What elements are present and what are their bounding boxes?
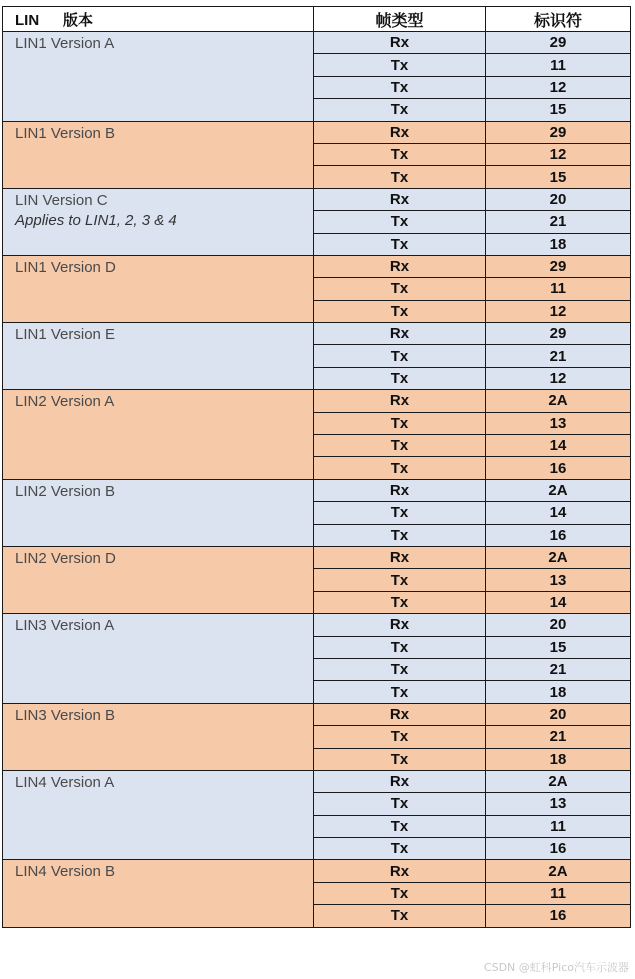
table-row: [3, 32, 631, 54]
version-cell: [3, 188, 314, 255]
identifier-cell: 14: [486, 591, 631, 613]
frame-type-cell: Rx: [314, 546, 486, 568]
table-row: [3, 770, 631, 792]
frame-type-cell: Rx: [314, 479, 486, 501]
frame-type-cell: Tx: [314, 143, 486, 165]
frame-type-cell: Tx: [314, 882, 486, 904]
frame-type-cell: Tx: [314, 435, 486, 457]
identifier-cell: 13: [486, 793, 631, 815]
frame-type-cell: Tx: [314, 211, 486, 233]
identifier-cell: 11: [486, 882, 631, 904]
frame-type-cell: Rx: [314, 32, 486, 54]
frame-type-cell: Tx: [314, 166, 486, 188]
identifier-cell: 2A: [486, 860, 631, 882]
version-cell: [3, 32, 314, 122]
frame-type-cell: Tx: [314, 54, 486, 76]
identifier-cell: 13: [486, 569, 631, 591]
frame-type-cell: Rx: [314, 323, 486, 345]
frame-type-cell: Rx: [314, 860, 486, 882]
frame-type-cell: Rx: [314, 703, 486, 725]
table-row: [3, 323, 631, 345]
frame-type-cell: Tx: [314, 99, 486, 121]
version-note: Applies to LIN1, 2, 3 & 4: [15, 211, 177, 229]
identifier-cell: 2A: [486, 546, 631, 568]
version-name: LIN1 Version A: [15, 35, 115, 52]
identifier-cell: 16: [486, 457, 631, 479]
identifier-cell: 12: [486, 300, 631, 322]
identifier-cell: 21: [486, 658, 631, 680]
version-name: LIN1 Version D: [15, 258, 116, 276]
identifier-cell: 21: [486, 211, 631, 233]
header-lin: LIN: [15, 11, 40, 29]
identifier-cell: 18: [486, 748, 631, 770]
frame-type-cell: Tx: [314, 524, 486, 546]
identifier-cell: 16: [486, 524, 631, 546]
frame-type-cell: Tx: [314, 815, 486, 837]
header-row: [3, 7, 631, 32]
table-row: [3, 390, 631, 412]
watermark-text: CSDN @虹科Pico汽车示波器: [483, 961, 629, 974]
header-version: 版本: [63, 11, 94, 29]
frame-type-cell: Rx: [314, 188, 486, 210]
identifier-cell: 11: [486, 278, 631, 300]
frame-type-cell: Rx: [314, 255, 486, 277]
identifier-cell: 18: [486, 681, 631, 703]
identifier-cell: 29: [486, 255, 631, 277]
version-cell: [3, 860, 314, 927]
identifier-cell: 20: [486, 614, 631, 636]
frame-type-cell: Tx: [314, 457, 486, 479]
header-frame-type: 帧类型: [314, 7, 486, 32]
frame-type-cell: Tx: [314, 905, 486, 927]
identifier-cell: 20: [486, 703, 631, 725]
frame-type-cell: Tx: [314, 726, 486, 748]
frame-type-cell: Rx: [314, 614, 486, 636]
identifier-cell: 2A: [486, 390, 631, 412]
frame-type-cell: Tx: [314, 412, 486, 434]
version-name: LIN Version C: [15, 191, 108, 209]
frame-type-cell: Tx: [314, 345, 486, 367]
identifier-cell: 29: [486, 323, 631, 345]
table-row: [3, 121, 631, 143]
version-name: LIN4 Version A: [15, 773, 115, 791]
version-name: LIN3 Version B: [15, 706, 116, 724]
table-row: [3, 255, 631, 277]
identifier-cell: 12: [486, 367, 631, 389]
identifier-cell: 14: [486, 435, 631, 457]
frame-type-cell: Tx: [314, 278, 486, 300]
header-lin-version: [3, 7, 314, 32]
version-name: LIN2 Version A: [15, 393, 115, 411]
identifier-cell: 2A: [486, 770, 631, 792]
identifier-cell: 21: [486, 345, 631, 367]
identifier-cell: 12: [486, 143, 631, 165]
identifier-cell: 15: [486, 99, 631, 121]
version-cell: [3, 703, 314, 770]
version-cell: [3, 390, 314, 480]
version-cell: [3, 255, 314, 322]
version-name: LIN3 Version A: [15, 617, 115, 635]
version-cell: [3, 614, 314, 704]
frame-type-cell: Tx: [314, 748, 486, 770]
identifier-cell: 29: [486, 121, 631, 143]
lin-version-table: [2, 6, 631, 928]
identifier-cell: 11: [486, 815, 631, 837]
frame-type-cell: Tx: [314, 233, 486, 255]
identifier-cell: 15: [486, 166, 631, 188]
identifier-cell: 16: [486, 838, 631, 860]
version-name: LIN1 Version E: [15, 326, 116, 344]
table-row: [3, 188, 631, 210]
table-header: [3, 7, 631, 32]
version-cell: [3, 479, 314, 546]
identifier-cell: 20: [486, 188, 631, 210]
frame-type-cell: Tx: [314, 658, 486, 680]
frame-type-cell: Rx: [314, 390, 486, 412]
identifier-cell: 14: [486, 502, 631, 524]
identifier-cell: 18: [486, 233, 631, 255]
version-cell: [3, 121, 314, 188]
table-row: [3, 703, 631, 725]
frame-type-cell: Tx: [314, 793, 486, 815]
identifier-cell: 12: [486, 76, 631, 98]
version-name: LIN1 Version B: [15, 124, 116, 142]
identifier-cell: 15: [486, 636, 631, 658]
identifier-cell: 2A: [486, 479, 631, 501]
frame-type-cell: Rx: [314, 121, 486, 143]
frame-type-cell: Tx: [314, 300, 486, 322]
identifier-cell: 21: [486, 726, 631, 748]
identifier-cell: 11: [486, 54, 631, 76]
table-row: [3, 546, 631, 568]
table-row: [3, 860, 631, 882]
identifier-cell: 29: [486, 32, 631, 54]
frame-type-cell: Tx: [314, 502, 486, 524]
frame-type-cell: Tx: [314, 681, 486, 703]
frame-type-cell: Rx: [314, 770, 486, 792]
frame-type-cell: Tx: [314, 367, 486, 389]
version-name: LIN4 Version B: [15, 863, 116, 881]
identifier-cell: 13: [486, 412, 631, 434]
table-row: [3, 614, 631, 636]
table-body: [3, 32, 631, 928]
frame-type-cell: Tx: [314, 569, 486, 591]
frame-type-cell: Tx: [314, 76, 486, 98]
version-name: LIN2 Version D: [15, 549, 116, 567]
lin-table-container: [2, 6, 630, 928]
header-identifier: 标识符: [486, 7, 631, 32]
frame-type-cell: Tx: [314, 838, 486, 860]
frame-type-cell: Tx: [314, 591, 486, 613]
version-cell: [3, 546, 314, 613]
version-cell: [3, 323, 314, 390]
table-row: [3, 479, 631, 501]
identifier-cell: 16: [486, 905, 631, 927]
frame-type-cell: Tx: [314, 636, 486, 658]
version-cell: [3, 770, 314, 860]
version-name: LIN2 Version B: [15, 482, 116, 500]
